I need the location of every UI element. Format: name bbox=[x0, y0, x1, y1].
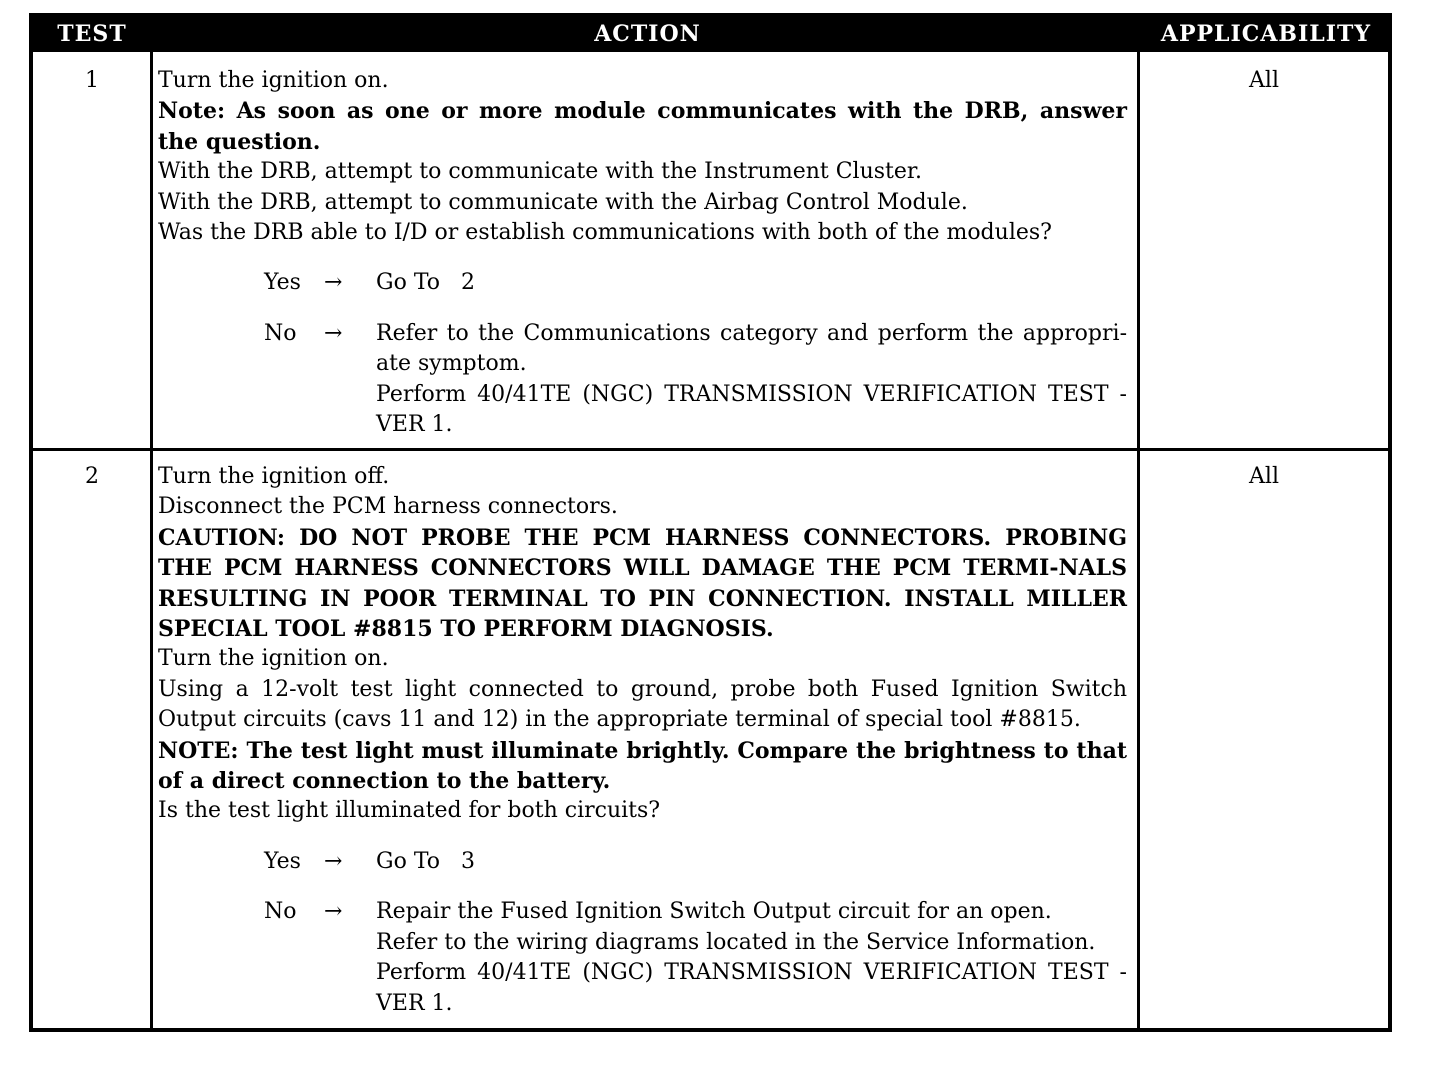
no-outcome bbox=[376, 897, 1127, 1019]
applicability-value: All bbox=[1249, 464, 1279, 489]
test-number: 1 bbox=[85, 68, 99, 93]
action-step: Turn the ignition off. bbox=[158, 464, 390, 489]
arrow-icon: → bbox=[324, 320, 343, 346]
yes-outcome: Go To 3 bbox=[376, 848, 475, 874]
yes-outcome: Go To 2 bbox=[376, 270, 475, 296]
row-divider bbox=[33, 448, 1388, 451]
no-label: No bbox=[264, 899, 297, 925]
action-cell bbox=[158, 462, 1127, 1019]
action-step: Turn the ignition on. bbox=[158, 646, 389, 672]
column-divider bbox=[1137, 52, 1140, 1032]
header-test: TEST bbox=[57, 21, 127, 47]
action-cell bbox=[158, 66, 1127, 440]
yes-label: Yes bbox=[264, 848, 301, 874]
action-question: Was the DRB able to I/D or establish communications with both of the modules? bbox=[158, 220, 1052, 246]
action-step: Turn the ignition on. bbox=[158, 68, 389, 93]
no-outcome-text: Perform 40/41TE (NGC) TRANSMISSION VERIFICATION TEST - VER 1. bbox=[376, 381, 1127, 438]
yes-response bbox=[264, 268, 1127, 298]
no-response bbox=[264, 897, 1127, 1019]
no-outcome-text: Refer to the wiring diagrams located in the Service Information. bbox=[376, 929, 1096, 955]
arrow-icon: → bbox=[324, 848, 343, 874]
action-step: Disconnect the PCM harness connectors. bbox=[158, 494, 618, 520]
action-step: Using a 12-volt test light connected to ground, probe both Fused Ignition Switch Output circuits (cavs 11 and 12) in the appropriate terminal of special tool #8815. bbox=[158, 676, 1127, 733]
applicability-value: All bbox=[1249, 68, 1279, 93]
yes-response bbox=[264, 847, 1127, 877]
action-step: With the DRB, attempt to communicate with the Airbag Control Module. bbox=[158, 189, 968, 215]
action-note: NOTE: The test light must illuminate brightly. Compare the brightness to that of a direct connection to the battery. bbox=[158, 737, 1127, 795]
no-outcome-text: Perform 40/41TE (NGC) TRANSMISSION VERIFICATION TEST - VER 1. bbox=[376, 960, 1127, 1016]
header-action: ACTION bbox=[594, 21, 701, 47]
action-question: Is the test light illuminated for both circuits? bbox=[158, 798, 661, 824]
no-outcome bbox=[376, 319, 1127, 441]
no-outcome-text: Repair the Fused Ignition Switch Output circuit for an open. bbox=[376, 899, 1052, 925]
action-caution: CAUTION: DO NOT PROBE THE PCM HARNESS CONNECTORS. PROBING THE PCM HARNESS CONNECTORS WILL DAMAGE THE PCM TERMI-NALS RESULTING IN POOR TERMINAL TO PIN CONNECTION. INSTALL MILLER SPECIAL TOOL #8815 TO PERFORM DIAGNOSIS. bbox=[158, 524, 1127, 643]
action-note: Note: As soon as one or more module communicates with the DRB, answer the question. bbox=[158, 98, 1127, 155]
yes-label: Yes bbox=[264, 270, 301, 296]
diagnostic-table bbox=[29, 13, 1392, 1032]
action-step: With the DRB, attempt to communicate with the Instrument Cluster. bbox=[158, 159, 923, 185]
table-header bbox=[33, 17, 1388, 52]
column-divider bbox=[150, 52, 153, 1032]
header-applicability: APPLICABILITY bbox=[1160, 21, 1372, 47]
no-response bbox=[264, 319, 1127, 441]
no-label: No bbox=[264, 320, 297, 346]
test-number: 2 bbox=[85, 464, 99, 489]
arrow-icon: → bbox=[324, 270, 343, 296]
no-outcome-text: Refer to the Communications category and perform the appropri-ate symptom. bbox=[376, 320, 1127, 377]
arrow-icon: → bbox=[324, 899, 343, 925]
